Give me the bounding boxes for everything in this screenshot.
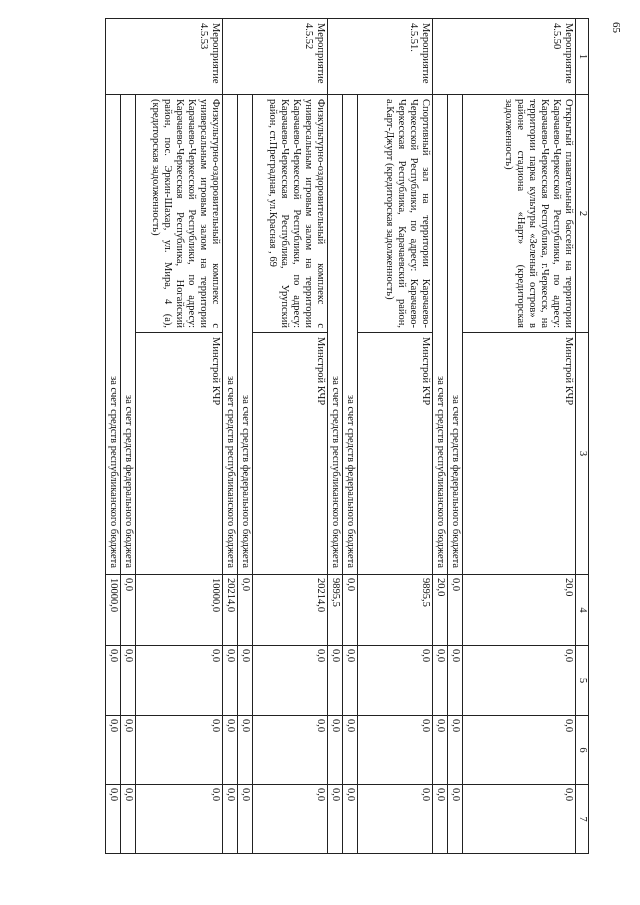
- value-col7: 0,0: [253, 785, 328, 854]
- value-col6: 0,0: [223, 716, 238, 785]
- table-row: [448, 19, 463, 854]
- event-number: Мероприятие 4.5.51.: [328, 19, 433, 95]
- value-col5: 0,0: [358, 646, 433, 716]
- funding-federal-label: за счет средств федерального бюджета: [121, 95, 136, 575]
- col-header-2: 2: [576, 95, 589, 333]
- value-col4: 0,0: [343, 575, 358, 646]
- col-header-3: 3: [576, 333, 589, 575]
- value-col6: 0,0: [328, 716, 343, 785]
- value-col6: 0,0: [253, 716, 328, 785]
- value-col4: 9895,5: [328, 575, 343, 646]
- value-col7: 0,0: [121, 785, 136, 854]
- value-col5: 0,0: [106, 646, 121, 716]
- table-row: [328, 19, 343, 854]
- value-col5: 0,0: [448, 646, 463, 716]
- value-col7: 0,0: [448, 785, 463, 854]
- col-header-5: 5: [576, 646, 589, 716]
- value-col5: 0,0: [223, 646, 238, 716]
- table-row: [343, 19, 358, 854]
- col-header-7: 7: [576, 785, 589, 854]
- executor: Минстрой КЧР: [358, 333, 433, 575]
- event-number: Мероприятие 4.5.53: [106, 19, 223, 95]
- value-col5: 0,0: [238, 646, 253, 716]
- funding-republic-label: за счет средств республиканского бюджета: [328, 95, 343, 575]
- header-row: [576, 19, 589, 854]
- value-col7: 0,0: [136, 785, 223, 854]
- value-col7: 0,0: [328, 785, 343, 854]
- funding-republic-label: за счет средств республиканского бюджета: [223, 95, 238, 575]
- value-col4: 10000,0: [136, 575, 223, 646]
- value-col7: 0,0: [223, 785, 238, 854]
- table-row: [358, 19, 433, 854]
- value-col7: 0,0: [433, 785, 448, 854]
- event-number: Мероприятие 4.5.52: [223, 19, 328, 95]
- value-col4: 0,0: [448, 575, 463, 646]
- table-row: [238, 19, 253, 854]
- value-col6: 0,0: [463, 716, 576, 785]
- funding-federal-label: за счет средств федерального бюджета: [448, 95, 463, 575]
- col-header-4: 4: [576, 575, 589, 646]
- value-col4: 20214,0: [253, 575, 328, 646]
- funding-federal-label: за счет средств федерального бюджета: [238, 95, 253, 575]
- executor: Минстрой КЧР: [136, 333, 223, 575]
- value-col4: 20214,0: [223, 575, 238, 646]
- table-row: [433, 19, 448, 854]
- col-header-6: 6: [576, 716, 589, 785]
- value-col4: 20,0: [463, 575, 576, 646]
- table-row: [253, 19, 328, 854]
- event-description: Физкультурно-оздоровительный комплекс с универсальным игровым залом на территории Карачаево-Черкесской Республики, по адресу: Карачаево-Черкесская Республика, Урупский район, ст.Преградная, ул.Красная , 69: [253, 95, 328, 333]
- page-number: 65: [610, 22, 622, 33]
- executor: Минстрой КЧР: [463, 333, 576, 575]
- value-col6: 0,0: [358, 716, 433, 785]
- table-row: [463, 19, 576, 854]
- value-col7: 0,0: [238, 785, 253, 854]
- value-col6: 0,0: [121, 716, 136, 785]
- value-col6: 0,0: [433, 716, 448, 785]
- event-description: Открытый плавательный бассейн на территории Карачаево-Черкесской Республики, по адресу: Карачаево-Черкесская Республика, г.Черкесск, на территории парка культуры «Зеленый остров» в районе стадиона «Нарт» (кредиторская задолженность): [463, 95, 576, 333]
- event-description: Спортивный зал на территории Карачаево-Черкесской Республики, по адресу: Карачаево-Черкесская Республика, Карачаевский район, а.Карт-Джурт (кредиторская задолженность): [358, 95, 433, 333]
- value-col4: 20,0: [433, 575, 448, 646]
- funding-republic-label: за счет средств республиканского бюджета: [106, 95, 121, 575]
- value-col6: 0,0: [106, 716, 121, 785]
- value-col7: 0,0: [463, 785, 576, 854]
- col-header-1: 1: [576, 19, 589, 95]
- value-col6: 0,0: [448, 716, 463, 785]
- value-col7: 0,0: [358, 785, 433, 854]
- rotated-page: [41, 18, 589, 853]
- value-col4: 10000,0: [106, 575, 121, 646]
- funding-federal-label: за счет средств федерального бюджета: [343, 95, 358, 575]
- value-col4: 9895,5: [358, 575, 433, 646]
- table-row: [106, 19, 121, 854]
- event-description: Физкультурно-оздоровительный комплекс с универсальным игровым залом на территории Карачаево-Черкесской Республики, по адресу: Карачаево-Черкесская Республика, Ногайский район, пос. Эркин-Шахар, ул. Мира, 4 (а), (кредиторская задолженность): [136, 95, 223, 333]
- executor: Минстрой КЧР: [253, 333, 328, 575]
- value-col7: 0,0: [106, 785, 121, 854]
- table-row: [121, 19, 136, 854]
- value-col5: 0,0: [463, 646, 576, 716]
- value-col5: 0,0: [121, 646, 136, 716]
- value-col4: 0,0: [121, 575, 136, 646]
- value-col5: 0,0: [136, 646, 223, 716]
- value-col5: 0,0: [433, 646, 448, 716]
- table-row: [223, 19, 238, 854]
- table-row: [136, 19, 223, 854]
- value-col6: 0,0: [343, 716, 358, 785]
- value-col5: 0,0: [253, 646, 328, 716]
- value-col7: 0,0: [343, 785, 358, 854]
- value-col6: 0,0: [238, 716, 253, 785]
- value-col5: 0,0: [343, 646, 358, 716]
- event-number: Мероприятие 4.5.50: [433, 19, 576, 95]
- value-col4: 0,0: [238, 575, 253, 646]
- value-col6: 0,0: [136, 716, 223, 785]
- funding-republic-label: за счет средств республиканского бюджета: [433, 95, 448, 575]
- funding-table: [105, 18, 589, 854]
- value-col5: 0,0: [328, 646, 343, 716]
